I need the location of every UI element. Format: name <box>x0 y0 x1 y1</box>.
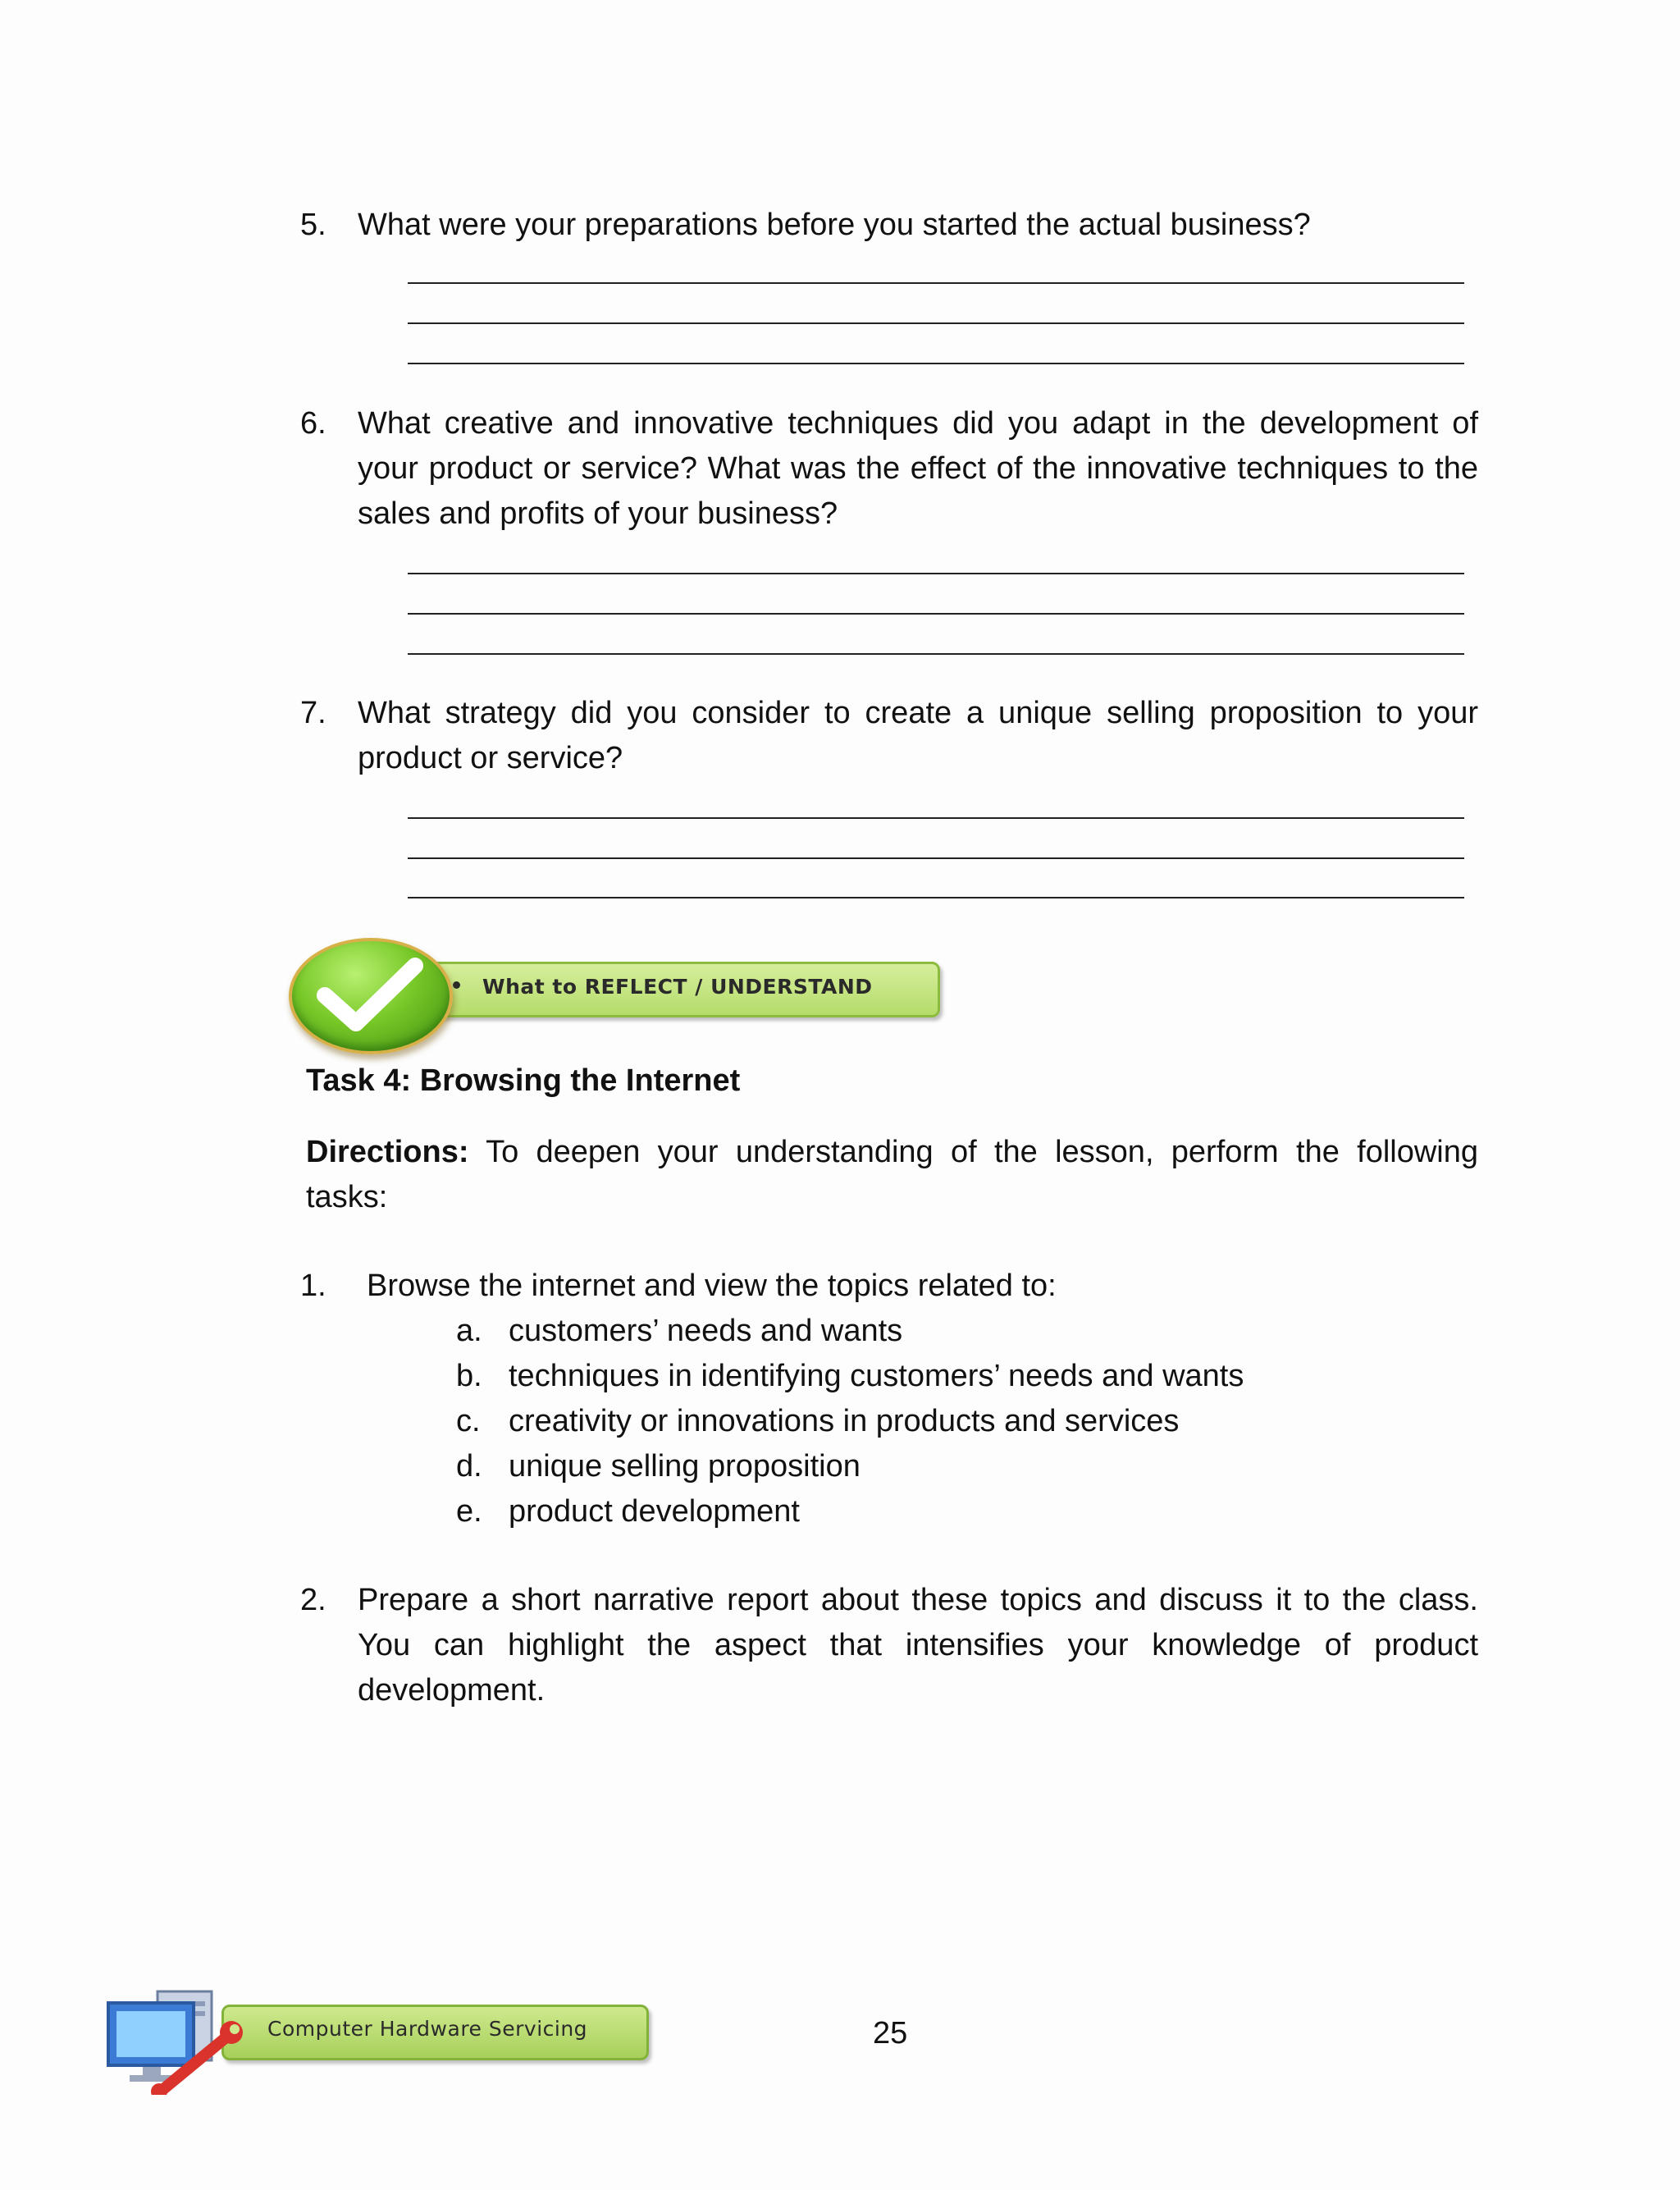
subitem-text: techniques in identifying customers’ needs and wants <box>509 1359 1244 1393</box>
question-6 <box>300 401 1478 537</box>
subitem-letter: a. <box>456 1314 482 1348</box>
subitem-letter: e. <box>456 1494 482 1529</box>
task-directions <box>306 1130 1478 1220</box>
answer-line <box>408 897 1464 898</box>
question-text: What were your preparations before you started the actual business? <box>358 208 1311 242</box>
task-item-1 <box>300 1264 1478 1309</box>
answer-line <box>408 817 1464 819</box>
subitem-text: unique selling proposition <box>509 1449 861 1484</box>
answer-line <box>408 857 1464 859</box>
question-number: 6. <box>300 406 326 441</box>
computer-wrench-icon <box>105 1988 244 2095</box>
course-label: Computer Hardware Servicing <box>267 2017 588 2041</box>
directions-text: To deepen your understanding of the lesson, perform the following tasks: <box>306 1135 1478 1214</box>
answer-line <box>408 282 1464 284</box>
answer-line <box>408 363 1464 364</box>
task-item-text: Prepare a short narrative report about these topics and discuss it to the class. You can highlight the aspect that intensifies your knowledge of product development. <box>358 1583 1478 1708</box>
answer-line <box>408 322 1464 324</box>
question-5 <box>300 203 1478 248</box>
answer-line <box>408 573 1464 574</box>
answer-line <box>408 653 1464 655</box>
subitem-letter: c. <box>456 1404 481 1438</box>
directions-label: Directions: <box>306 1135 469 1169</box>
checkmark-icon <box>289 938 453 1054</box>
subitem-text: customers’ needs and wants <box>509 1314 903 1348</box>
question-number: 5. <box>300 208 326 242</box>
question-7 <box>300 691 1478 781</box>
task-item-text: Browse the internet and view the topics related to: <box>367 1269 1057 1303</box>
page-number: 25 <box>873 2016 908 2051</box>
subitem-text: creativity or innovations in products and services <box>509 1404 1180 1438</box>
task-item-number: 2. <box>300 1583 326 1617</box>
question-number: 7. <box>300 696 326 730</box>
answer-line <box>408 613 1464 615</box>
subitem-text: product development <box>509 1494 800 1529</box>
section-banner-label: What to REFLECT / UNDERSTAND <box>482 975 873 999</box>
task-item-2 <box>300 1578 1478 1713</box>
question-text: What creative and innovative techniques did you adapt in the development of your product or service? What was the effect of the innovative techniques to the sales and profits of your business? <box>358 406 1478 531</box>
question-text: What strategy did you consider to create a unique selling proposition to your product or service? <box>358 696 1478 775</box>
subitem-letter: b. <box>456 1359 482 1393</box>
task-title: Task 4: Browsing the Internet <box>306 1063 741 1098</box>
subitem-letter: d. <box>456 1449 482 1484</box>
bullet-icon <box>453 981 460 989</box>
task-item-number: 1. <box>300 1269 326 1303</box>
